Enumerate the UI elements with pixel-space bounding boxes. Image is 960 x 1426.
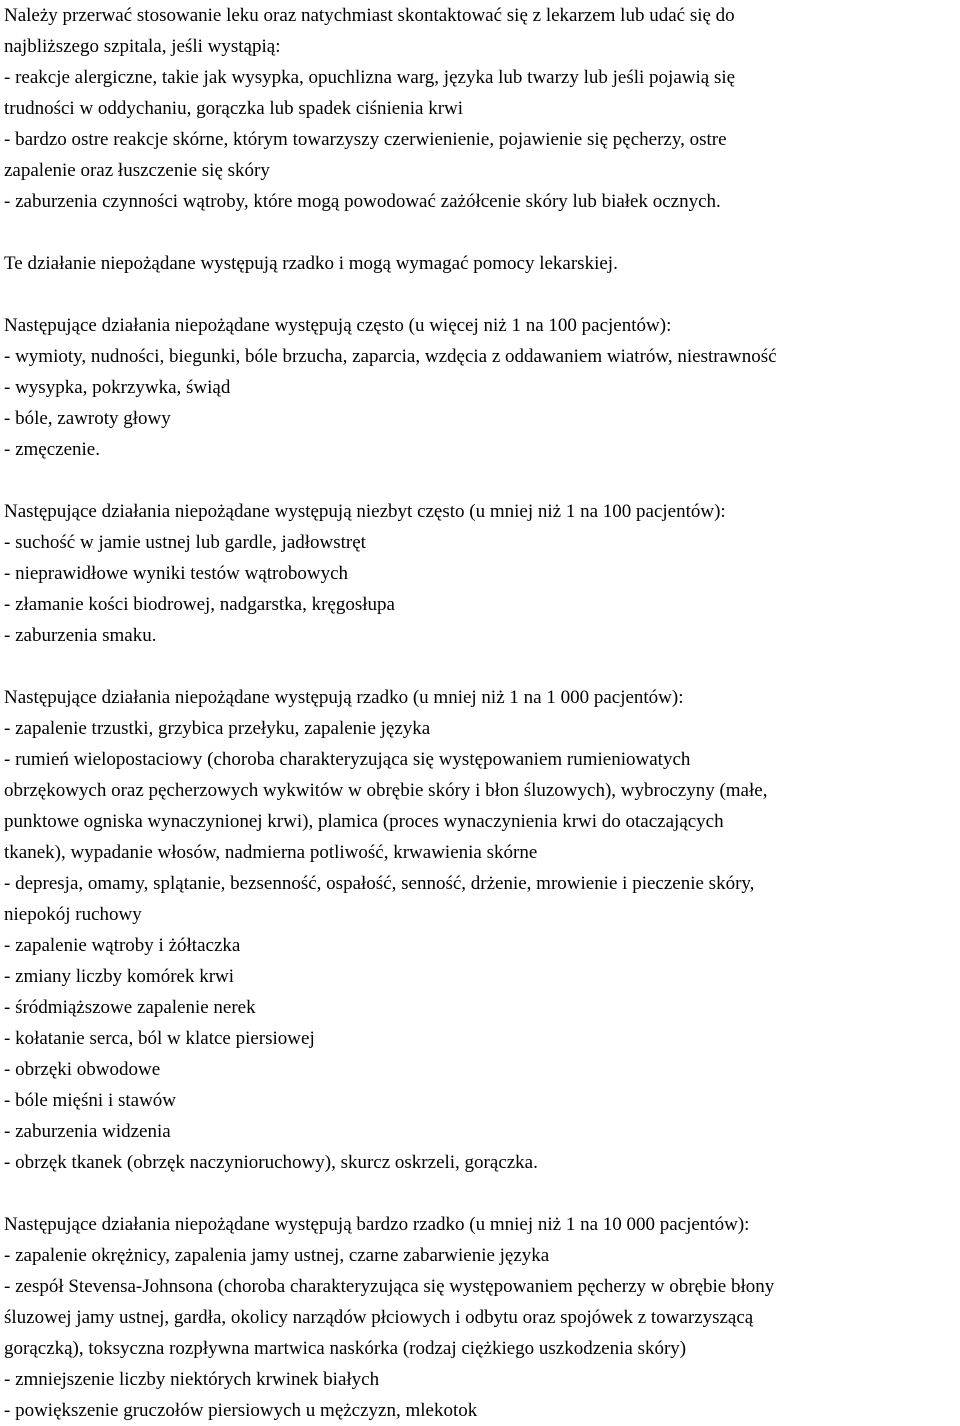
- text-line: Następujące działania niepożądane występują bardzo rzadko (u mniej niż 1 na 10 000 pacjentów):: [4, 1214, 750, 1235]
- text-line: - zmniejszenie liczby niektórych krwinek białych: [4, 1369, 380, 1390]
- text-line: - obrzęki obwodowe: [4, 1059, 161, 1080]
- text-line: Następujące działania niepożądane występują niezbyt często (u mniej niż 1 na 100 pacjentów):: [4, 501, 726, 522]
- text-line: - zmiany liczby komórek krwi: [4, 966, 235, 987]
- paragraph-very-rare-effects: [4, 1209, 960, 1426]
- text-line: - nieprawidłowe wyniki testów wątrobowych: [4, 563, 349, 584]
- paragraph-common-effects: [4, 310, 960, 465]
- paragraph-warning: [4, 0, 960, 217]
- text-line: - złamanie kości biodrowej, nadgarstka, kręgosłupa: [4, 594, 395, 615]
- document-body: [4, 0, 960, 1426]
- text-line: - zapalenie trzustki, grzybica przełyku, zapalenie języka: [4, 718, 431, 739]
- text-line: - wysypka, pokrzywka, świąd: [4, 377, 231, 398]
- text-line: Następujące działania niepożądane występują często (u więcej niż 1 na 100 pacjentów):: [4, 315, 672, 336]
- text-line: - wymioty, nudności, biegunki, bóle brzucha, zaparcia, wzdęcia z oddawaniem wiatrów, niestrawność: [4, 346, 777, 367]
- paragraph-gap: [4, 279, 960, 310]
- paragraph-gap: [4, 651, 960, 682]
- text-line: - kołatanie serca, ból w klatce piersiowej: [4, 1028, 315, 1049]
- text-line: śluzowej jamy ustnej, gardła, okolicy narządów płciowych i odbytu oraz spojówek z towarzyszącą: [4, 1307, 754, 1328]
- text-line: - zapalenie okrężnicy, zapalenia jamy ustnej, czarne zabarwienie języka: [4, 1245, 550, 1266]
- text-line: - śródmiąższowe zapalenie nerek: [4, 997, 256, 1018]
- text-line: obrzękowych oraz pęcherzowych wykwitów w obrębie skóry i błon śluzowych), wybroczyny (małe,: [4, 780, 768, 801]
- text-line: - depresja, omamy, splątanie, bezsenność, ospałość, senność, drżenie, mrowienie i pieczenie skóry,: [4, 873, 755, 894]
- text-line: - zmęczenie.: [4, 439, 100, 460]
- text-line: gorączką), toksyczna rozpływna martwica naskórka (rodzaj ciężkiego uszkodzenia skóry): [4, 1338, 687, 1359]
- text-line: - powiększenie gruczołów piersiowych u mężczyzn, mlekotok: [4, 1400, 478, 1421]
- text-line: Następujące działania niepożądane występują rzadko (u mniej niż 1 na 1 000 pacjentów):: [4, 687, 684, 708]
- text-line: - zespół Stevensa-Johnsona (choroba charakteryzująca się występowaniem pęcherzy w obrębie błony: [4, 1276, 775, 1297]
- paragraph-gap: [4, 217, 960, 248]
- text-line: Należy przerwać stosowanie leku oraz natychmiast skontaktować się z lekarzem lub udać się do: [4, 5, 735, 26]
- text-line: - bóle mięśni i stawów: [4, 1090, 177, 1111]
- text-line: - zapalenie wątroby i żółtaczka: [4, 935, 241, 956]
- paragraph-gap: [4, 1178, 960, 1209]
- text-line: niepokój ruchowy: [4, 904, 142, 925]
- text-line: - rumień wielopostaciowy (choroba charakteryzująca się występowaniem rumieniowatych: [4, 749, 691, 770]
- text-line: - bardzo ostre reakcje skórne, którym towarzyszy czerwienienie, pojawienie się pęcherzy, ostre: [4, 129, 727, 150]
- text-line: trudności w oddychaniu, gorączka lub spadek ciśnienia krwi: [4, 98, 464, 119]
- text-line: - reakcje alergiczne, takie jak wysypka, opuchlizna warg, języka lub twarzy lub jeśli pojawią się: [4, 67, 736, 88]
- text-line: - zaburzenia smaku.: [4, 625, 157, 646]
- text-line: - bóle, zawroty głowy: [4, 408, 171, 429]
- text-line: - obrzęk tkanek (obrzęk naczynioruchowy), skurcz oskrzeli, gorączka.: [4, 1152, 538, 1173]
- text-line: tkanek), wypadanie włosów, nadmierna potliwość, krwawienia skórne: [4, 842, 538, 863]
- paragraph-note: [4, 248, 960, 279]
- paragraph-rare-effects: [4, 682, 960, 1178]
- text-line: najbliższego szpitala, jeśli wystąpią:: [4, 36, 281, 57]
- text-line: punktowe ogniska wynaczynionej krwi), plamica (proces wynaczynienia krwi do otaczających: [4, 811, 724, 832]
- text-line: - suchość w jamie ustnej lub gardle, jadłowstręt: [4, 532, 366, 553]
- text-line: zapalenie oraz łuszczenie się skóry: [4, 160, 270, 181]
- text-line: - zaburzenia czynności wątroby, które mogą powodować zażółcenie skóry lub białek ocznych.: [4, 191, 721, 212]
- paragraph-gap: [4, 465, 960, 496]
- text-line: - zaburzenia widzenia: [4, 1121, 171, 1142]
- text-line: Te działanie niepożądane występują rzadko i mogą wymagać pomocy lekarskiej.: [4, 253, 618, 274]
- paragraph-uncommon-effects: [4, 496, 960, 651]
